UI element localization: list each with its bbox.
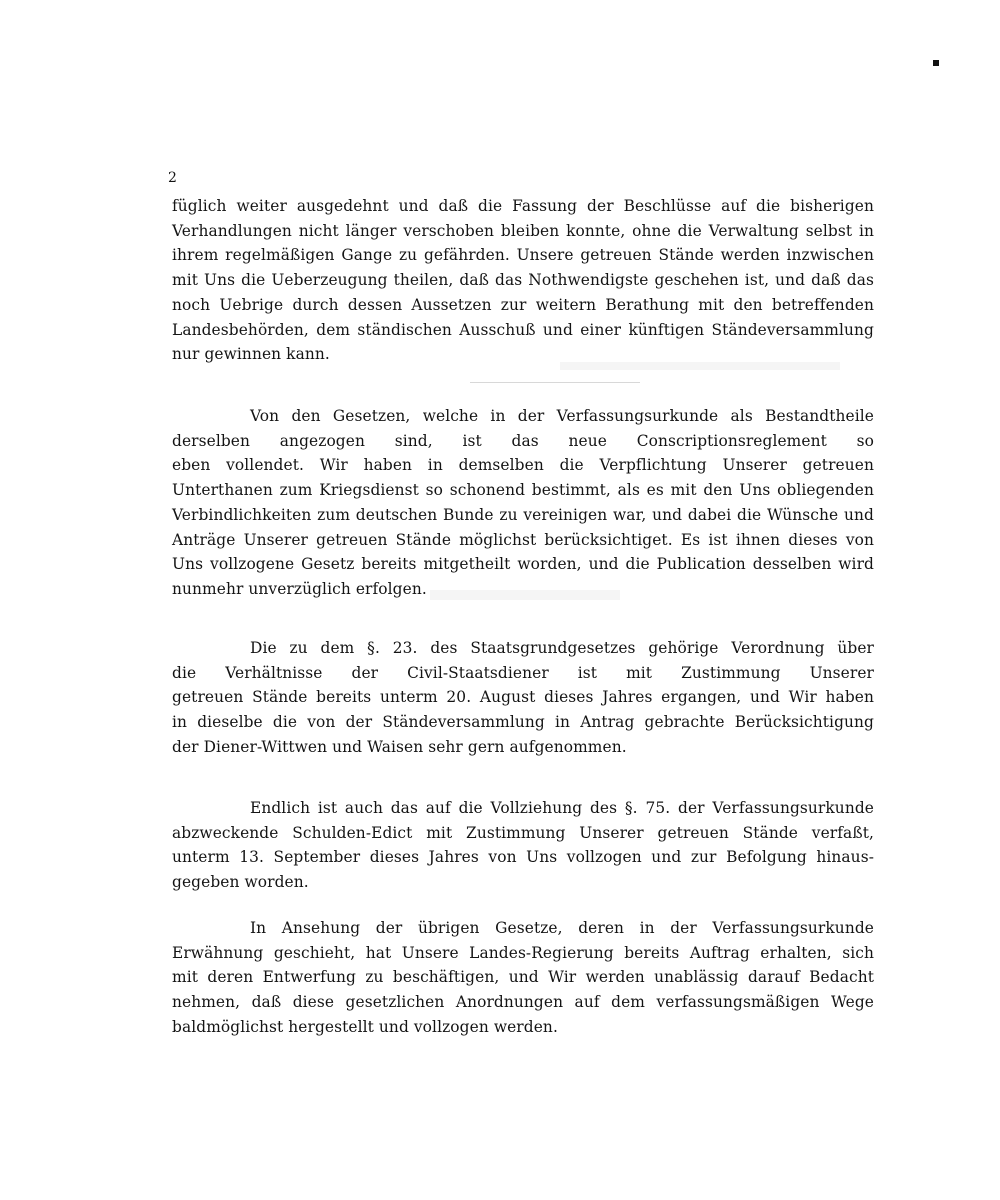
- text-line: getreuen Stände bereits unterm 20. August dieses Jahres ergangen, und Wir haben: [172, 688, 874, 707]
- text-line: Endlich ist auch das auf die Vollziehung des §. 75. der Verfassungsurkunde: [250, 799, 874, 817]
- text-line: Von den Gesetzen, welche in der Verfassungsurkunde als Bestandtheile: [250, 407, 874, 425]
- text-line: Verbindlichkeiten zum deutschen Bunde zu vereinigen war, und dabei die Wünsche und: [172, 505, 874, 524]
- text-line: Erwähnung geschieht, hat Unsere Landes-Regierung bereits Auftrag erhalten, sich: [172, 943, 874, 962]
- text-line: ihrem regelmäßigen Gange zu gefährden. Unsere getreuen Stände werden inzwischen: [172, 246, 874, 265]
- paragraph-3: [172, 636, 874, 760]
- show-through-rule: [470, 382, 640, 383]
- text-line: mit deren Entwerfung zu beschäftigen, und Wir werden unablässig darauf Bedacht: [172, 968, 874, 987]
- text-line: der Diener-Wittwen und Waisen sehr gern aufgenommen.: [172, 737, 627, 756]
- text-line: unterm 13. September dieses Jahres von Uns vollzogen und zur Befolgung hinaus-: [172, 848, 874, 867]
- text-line: nur gewinnen kann.: [172, 345, 330, 364]
- text-line: Landesbehörden, dem ständischen Ausschuß und einer künftigen Ständeversammlung: [172, 320, 874, 339]
- text-line: mit Uns die Ueberzeugung theilen, daß das Nothwendigste geschehen ist, und daß das: [172, 271, 874, 290]
- paragraph-2: [172, 404, 874, 602]
- text-line: füglich weiter ausgedehnt und daß die Fassung der Beschlüsse auf die bisherigen: [172, 197, 874, 215]
- text-line: in dieselbe die von der Ständeversammlung in Antrag gebrachte Berücksichtigung: [172, 713, 874, 732]
- text-line: baldmöglichst hergestellt und vollzogen werden.: [172, 1017, 558, 1036]
- text-line: derselben angezogen sind, ist das neue Conscriptionsreglement so: [172, 431, 874, 450]
- text-line: Unterthanen zum Kriegsdienst so schonend bestimmt, als es mit den Uns obliegenden: [172, 481, 874, 500]
- text-line: Anträge Unserer getreuen Stände möglichst berücksichtiget. Es ist ihnen dieses von: [172, 530, 874, 549]
- paragraph-1: [172, 194, 874, 367]
- text-line: In Ansehung der übrigen Gesetze, deren in der Verfassungsurkunde: [250, 919, 874, 937]
- text-line: abzweckende Schulden-Edict mit Zustimmung Unserer getreuen Stände verfaßt,: [172, 823, 874, 842]
- text-line: noch Uebrige durch dessen Aussetzen zur weitern Berathung mit den betreffenden: [172, 295, 874, 314]
- corner-mark: [933, 60, 939, 66]
- text-line: eben vollendet. Wir haben in demselben die Verpflichtung Unserer getreuen: [172, 456, 874, 475]
- paragraph-4: [172, 796, 874, 895]
- text-line: Uns vollzogene Gesetz bereits mitgetheilt worden, und die Publication desselben wird: [172, 555, 874, 574]
- text-line: nunmehr unverzüglich erfolgen.: [172, 579, 427, 598]
- text-line: gegeben worden.: [172, 873, 309, 892]
- text-line: Die zu dem §. 23. des Staatsgrundgesetzes gehörige Verordnung über: [250, 639, 874, 657]
- page-number: 2: [168, 170, 177, 186]
- text-line: nehmen, daß diese gesetzlichen Anordnungen auf dem verfassungsmäßigen Wege: [172, 993, 874, 1012]
- text-line: die Verhältnisse der Civil-Staatsdiener ist mit Zustimmung Unserer: [172, 663, 874, 682]
- text-line: Verhandlungen nicht länger verschoben bleiben konnte, ohne die Verwaltung selbst in: [172, 221, 874, 240]
- paragraph-5: [172, 916, 874, 1040]
